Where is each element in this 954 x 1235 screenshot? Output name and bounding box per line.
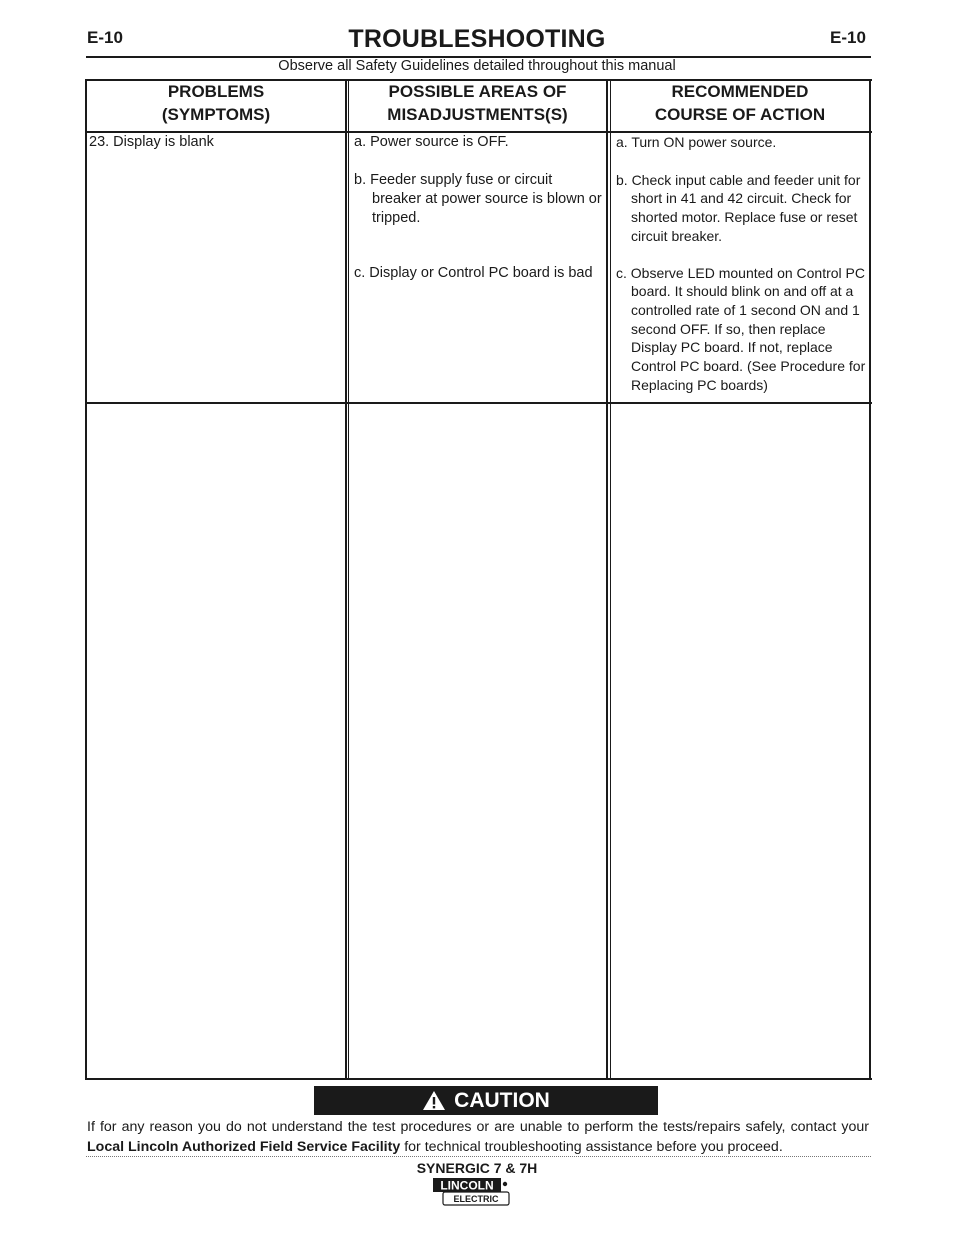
header-areas (349, 80, 606, 128)
model-name: SYNERGIC 7 & 7H (416, 1160, 538, 1176)
actions-cell (616, 133, 868, 394)
header-actions-line1: RECOMMENDED (671, 82, 809, 101)
page-title: TROUBLESHOOTING (348, 25, 606, 53)
caution-body-start: If for any reason you do not understand the test procedures or are unable to perform the tests/repairs safely, contact your (87, 1119, 869, 1135)
page-code-right: E-10 (830, 28, 866, 47)
column-divider-2b (610, 79, 611, 1080)
row-divider (85, 402, 872, 404)
table-left-border (85, 79, 87, 1080)
caution-body-bold: Local Lincoln Authorized Field Service Facility (87, 1138, 401, 1155)
areas-cell (354, 133, 604, 283)
warning-triangle-icon (422, 1090, 446, 1111)
header-problems-line2: (SYMPTOMS) (161, 105, 271, 124)
area-item-a: a. Power source is OFF. (354, 134, 509, 150)
action-item-a: a. Turn ON power source. (616, 134, 777, 150)
header-areas-line2: MISADJUSTMENTS(S) (387, 105, 568, 124)
lincoln-electric-logo (432, 1177, 512, 1207)
caution-body-end: for technical troubleshooting assistance before you proceed. (400, 1138, 783, 1155)
caution-label: CAUTION (454, 1088, 550, 1112)
caution-banner (314, 1086, 658, 1115)
logo-top-text: LINCOLN (440, 1178, 494, 1193)
column-divider-2 (606, 79, 608, 1080)
table-right-border (869, 79, 871, 1080)
action-item-b: b. Check input cable and feeder unit for short in 41 and 42 circuit. Check for shorted motor. Replace fuse or reset circuit breaker. (616, 171, 861, 244)
area-item-b: b. Feeder supply fuse or circuit breaker at power source is blown or tripped. (354, 172, 602, 226)
logo-bottom-text: ELECTRIC (453, 1194, 499, 1204)
caution-text (87, 1118, 869, 1157)
table-bottom-border (85, 1078, 872, 1080)
column-divider-1 (345, 79, 347, 1080)
area-item-c: c. Display or Control PC board is bad (354, 265, 593, 281)
header-actions-line2: COURSE OF ACTION (654, 105, 826, 124)
header-actions (611, 80, 869, 128)
page-code-left: E-10 (87, 28, 123, 47)
safety-note: Observe all Safety Guidelines detailed throughout this manual (278, 58, 676, 74)
problem-cell: 23. Display is blank (89, 134, 214, 150)
header-problems-line1: PROBLEMS (167, 82, 265, 101)
footer-rule (86, 1156, 871, 1157)
header-areas-line1: POSSIBLE AREAS OF (388, 82, 567, 101)
column-divider-1b (348, 79, 349, 1080)
action-item-c: c. Observe LED mounted on Control PC board. It should blink on and off at a controlled rate of 1 second ON and 1 second OFF. If so, then replace Display PC board. If not, replace Control PC board. (See Procedure for Replacing PC boards) (616, 264, 866, 393)
header-problems (87, 80, 345, 128)
